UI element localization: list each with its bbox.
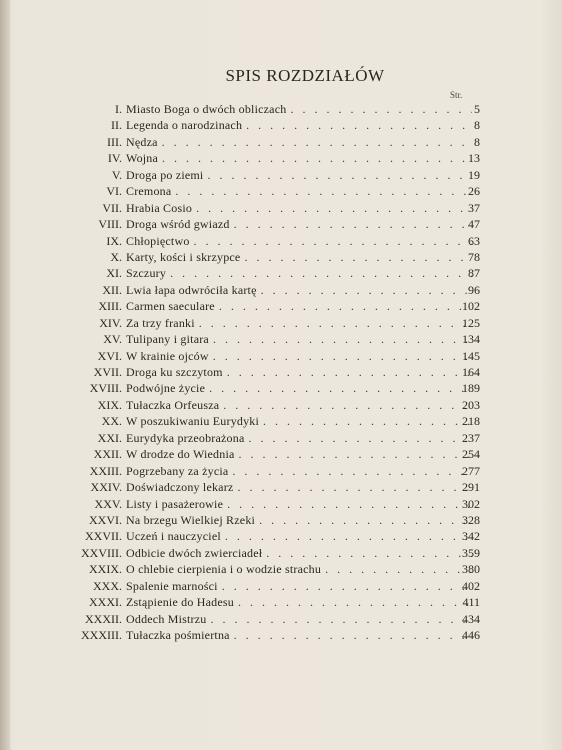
chapter-title: Uczeń i nauczyciel [126,529,221,544]
toc-entry [0,578,562,594]
toc-entry [0,594,562,610]
toc-entry [0,298,562,314]
chapter-page-number: 411 [462,595,480,610]
chapter-page-number: 134 [462,332,480,347]
chapter-title: Spalenie marności [126,578,218,593]
chapter-title: Doświadczony lekarz [126,480,234,495]
dot-leader [171,183,472,199]
chapter-page-number: 19 [468,167,480,182]
toc-entry [0,233,562,249]
chapter-title: Zstąpienie do Hadesu [126,595,234,610]
dot-leader [219,397,472,413]
chapter-title: Nędza [126,134,158,149]
dot-leader [244,430,472,446]
chapter-title-leader [126,117,472,133]
chapter-title: Odbicie dwóch zwierciadeł [126,545,263,560]
chapter-title-leader [126,611,472,627]
dot-leader [158,134,472,150]
chapter-title: Chłopięctwo [126,233,190,248]
chapter-title-leader [126,479,472,495]
chapter-number: XVI. [97,348,122,363]
chapter-page-number: 359 [462,545,480,560]
toc-entry [0,512,562,528]
toc-entry [0,496,562,512]
chapter-title-leader [126,528,472,544]
dot-leader [230,627,472,643]
toc-entry [0,101,562,117]
toc-entry [0,397,562,413]
chapter-page-number: 342 [462,529,480,544]
chapter-title: Hrabia Cosio [126,200,193,215]
dot-leader [240,249,472,265]
chapter-title: Droga po ziemi [126,167,204,182]
chapter-page-number: 302 [462,496,480,511]
chapter-page-number: 125 [462,315,480,330]
chapter-title-leader [126,364,472,380]
toc-entry [0,134,562,150]
toc-entry [0,611,562,627]
toc-entry [0,282,562,298]
toc-entry [0,380,562,396]
dot-leader [257,282,472,298]
chapter-page-number: 254 [462,447,480,462]
chapter-number: XVII. [93,365,122,379]
toc-entry [0,150,562,166]
chapter-title: Legenda o narodzinach [126,118,243,133]
dot-leader [166,265,472,281]
chapter-page-number: 203 [462,397,480,412]
dot-leader [259,413,472,429]
chapter-page-number: 8 [474,118,480,133]
chapter-title-leader [126,331,472,347]
chapter-number: XXIV. [90,480,122,495]
chapter-page-number: 26 [468,184,480,199]
dot-leader [218,578,472,594]
chapter-title: Listy i pasażerowie [126,496,224,511]
chapter-number: II. [111,118,122,133]
chapter-number: I. [115,102,122,116]
chapter-title: Karty, kości i skrzypce [126,249,241,264]
chapter-title-leader [126,216,472,232]
dot-leader [228,463,472,479]
chapter-title-leader [126,249,472,265]
chapter-page-number: 47 [468,217,480,232]
chapter-number: X. [110,249,122,264]
chapter-page-number: 218 [462,414,480,429]
chapter-page-number: 13 [468,151,480,166]
chapter-title-leader [126,315,472,331]
chapter-number: XX. [101,414,122,429]
chapter-number: XVIII. [89,381,122,396]
chapter-title: Miasto Boga o dwóch obliczach [126,102,287,116]
dot-leader [158,150,472,166]
chapter-title: Tułaczka Orfeusza [126,397,220,412]
toc-entry [0,446,562,462]
chapter-number: XXV. [94,496,122,511]
chapter-title-leader [126,413,472,429]
chapter-title-leader [126,496,472,512]
chapter-number: XIII. [98,299,122,314]
dot-leader [234,594,472,610]
chapter-title-leader [126,233,472,249]
chapter-title-leader [126,463,472,479]
chapter-number: XXIII. [89,463,122,478]
chapter-title: Podwójne życie [126,381,206,396]
dot-leader [206,611,472,627]
chapter-page-number: 189 [462,381,480,396]
chapter-title: Carmen saeculare [126,299,215,314]
chapter-title-leader [126,561,472,577]
chapter-number: XI. [106,266,122,281]
dot-leader [195,315,472,331]
dot-leader [190,233,472,249]
toc-entry [0,545,562,561]
chapter-title: Wojna [126,151,159,166]
chapter-title-leader [126,167,472,183]
chapter-title-leader [126,594,472,610]
chapter-number: XXXII. [85,611,122,626]
page-title: SPIS ROZDZIAŁÓW [225,66,385,85]
chapter-number: XXIX. [89,562,122,577]
toc-entry [0,430,562,446]
chapter-title-leader [126,348,472,364]
chapter-title: Tulipany i gitara [126,332,209,347]
chapter-title: Tułaczka pośmiertna [126,628,230,642]
toc-entry [0,348,562,364]
toc-entry [0,249,562,265]
chapter-page-number: 5 [474,102,480,116]
dot-leader [192,200,472,216]
toc-entry [0,413,562,429]
chapter-title-leader [126,282,472,298]
chapter-page-number: 446 [462,628,480,642]
toc-entry [0,627,562,643]
chapter-number: XXX. [93,578,122,593]
chapter-page-number: 63 [468,233,480,248]
chapter-title: Cremona [126,184,172,199]
chapter-page-number: 164 [462,365,480,379]
dot-leader [262,545,472,561]
dot-leader [209,348,472,364]
chapter-number: XXXIII. [81,628,122,642]
chapter-page-number: 37 [468,200,480,215]
chapter-number: VII. [102,200,122,215]
chapter-page-number: 87 [468,266,480,281]
dot-leader [223,496,472,512]
toc-entry [0,315,562,331]
chapter-number: XII. [102,282,122,297]
chapter-number: XXI. [97,430,122,445]
dot-leader [209,331,472,347]
table-of-contents [0,101,562,643]
chapter-title-leader [126,512,472,528]
chapter-title: Droga ku szczytom [126,365,223,379]
chapter-title-leader [126,545,472,561]
toc-entry [0,331,562,347]
page-column-header: Str. [450,90,463,100]
chapter-title-leader [126,380,472,396]
chapter-page-number: 434 [462,611,480,626]
chapter-number: XXVIII. [81,545,122,560]
dot-leader [242,117,472,133]
dot-leader [286,101,472,117]
chapter-title: Pogrzebany za życia [126,463,229,478]
toc-entry [0,265,562,281]
toc-entry [0,200,562,216]
chapter-title: Lwia łapa odwróciła kartę [126,282,257,297]
chapter-title: Droga wśród gwiazd [126,217,230,232]
chapter-title-leader [126,627,472,643]
chapter-title-leader [126,578,472,594]
dot-leader [205,380,472,396]
chapter-number: VIII. [98,217,122,232]
chapter-number: III. [107,134,122,149]
chapter-number: IX. [106,233,122,248]
chapter-number: XIV. [99,315,122,330]
chapter-title: Za trzy franki [126,315,195,330]
chapter-number: XXXI. [89,595,122,610]
dot-leader [221,528,472,544]
toc-entry [0,183,562,199]
chapter-title: W poszukiwaniu Eurydyki [126,414,260,429]
chapter-page-number: 8 [474,134,480,149]
chapter-number: IV. [107,151,122,166]
toc-entry [0,479,562,495]
dot-leader [255,512,472,528]
chapter-number: V. [111,167,122,182]
chapter-title-leader [126,298,472,314]
dot-leader [233,479,472,495]
chapter-title: Szczury [126,266,167,281]
chapter-title-leader [126,265,472,281]
dot-leader [321,561,472,577]
chapter-page-number: 145 [462,348,480,363]
chapter-number: XXVI. [89,512,122,527]
toc-entry [0,216,562,232]
chapter-title: W drodze do Wiednia [126,447,235,462]
toc-entry [0,561,562,577]
chapter-number: XIX. [97,397,122,412]
dot-leader [230,216,472,232]
toc-entry [0,167,562,183]
chapter-page-number: 237 [462,430,480,445]
toc-entry [0,117,562,133]
toc-entry [0,463,562,479]
chapter-title-leader [126,430,472,446]
chapter-number: XXII. [93,447,122,462]
toc-entry [0,528,562,544]
chapter-title-leader [126,101,472,117]
chapter-title-leader [126,397,472,413]
chapter-page-number: 78 [468,249,480,264]
chapter-page-number: 291 [462,480,480,495]
chapter-title: Eurydyka przeobrażona [126,430,245,445]
chapter-title-leader [126,183,472,199]
chapter-title: Na brzegu Wielkiej Rzeki [126,512,256,527]
chapter-title-leader [126,150,472,166]
chapter-page-number: 96 [468,282,480,297]
chapter-title: Oddech Mistrzu [126,611,207,626]
chapter-number: VI. [106,184,122,199]
chapter-page-number: 380 [462,562,480,577]
dot-leader [215,298,472,314]
dot-leader [223,364,472,380]
chapter-number: XV. [103,332,122,347]
chapter-number: XXVII. [85,529,122,544]
chapter-title-leader [126,200,472,216]
chapter-page-number: 102 [462,299,480,314]
chapter-title: O chlebie cierpienia i o wodzie strachu [126,562,322,577]
dot-leader [235,446,472,462]
toc-entry [0,364,562,380]
dot-leader [203,167,472,183]
chapter-title: W krainie ojców [126,348,209,363]
chapter-title-leader [126,446,472,462]
chapter-page-number: 277 [462,463,480,478]
chapter-page-number: 402 [462,578,480,593]
chapter-page-number: 328 [462,512,480,527]
chapter-title-leader [126,134,472,150]
